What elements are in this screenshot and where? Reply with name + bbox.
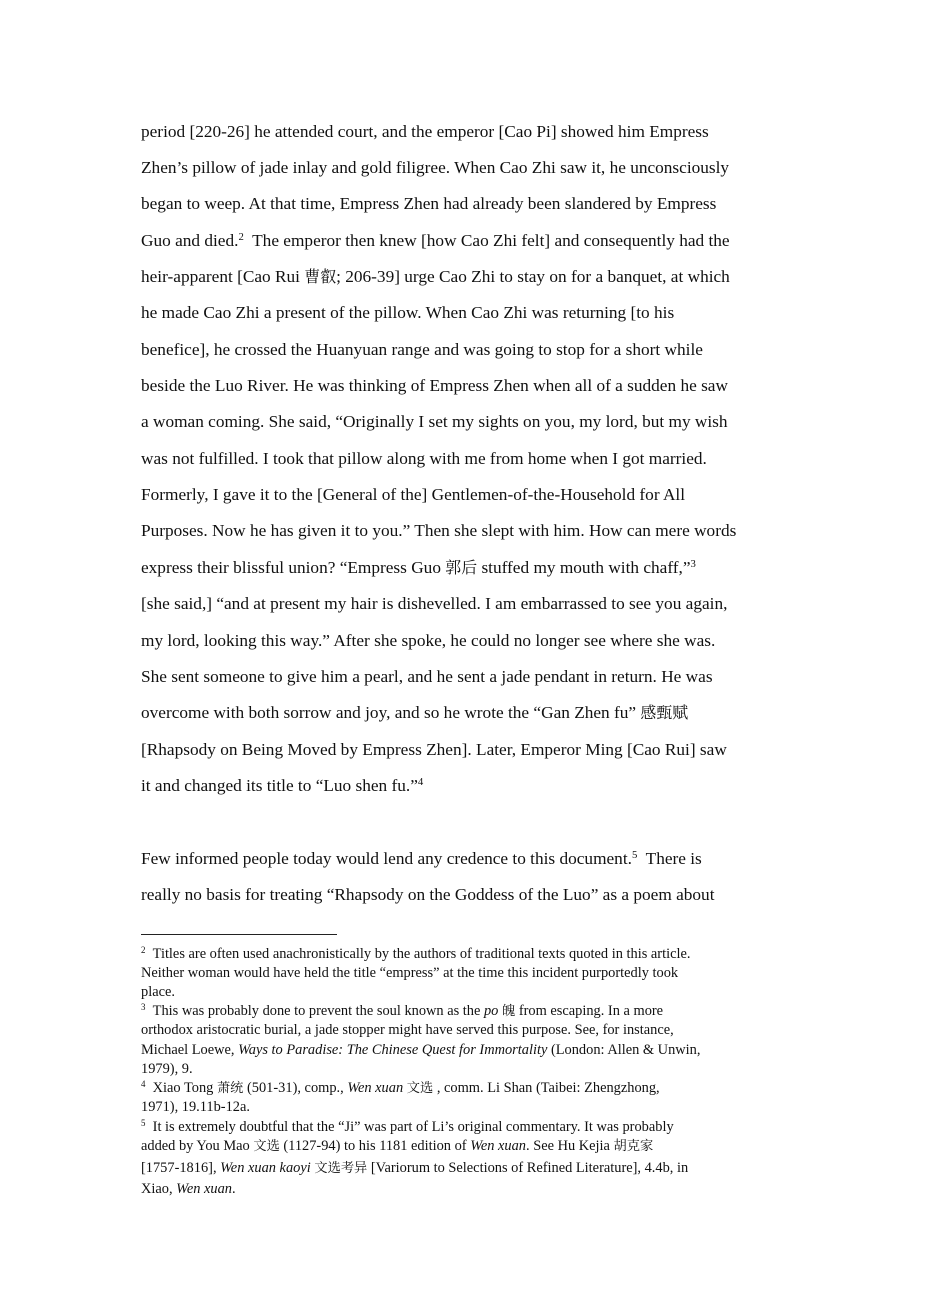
text-run: Xiao Tong [152, 1080, 217, 1096]
footnote-ref-5[interactable]: 5 [631, 849, 638, 862]
chinese-characters: 郭后 [445, 558, 478, 577]
chinese-characters: 曹叡 [304, 267, 337, 286]
chinese-characters: 感甄赋 [640, 703, 689, 722]
text-line: a woman coming. She said, “Originally I set my sights on you, my lord, but my wish [141, 412, 728, 431]
text-line [141, 267, 730, 287]
book-title: Wen xuan kaoyi [220, 1160, 311, 1176]
text-run: (1127-94) to his 1181 edition of [279, 1138, 471, 1154]
footnote-5-line [141, 1180, 236, 1198]
text-line: Purposes. Now he has given it to you.” Then she slept with him. How can mere words [141, 521, 737, 540]
chinese-characters: 胡克家 [613, 1139, 654, 1154]
text-line: my lord, looking this way.” After she spoke, he could no longer see where she was. [141, 631, 716, 650]
text-run: Few informed people today would lend any credence to this document. [141, 849, 632, 868]
footnote-marker: 3 [141, 1002, 146, 1013]
text-run: (London: Allen & Unwin, [547, 1042, 701, 1058]
text-line [141, 231, 730, 251]
text-line: was not fulfilled. I took that pillow along with me from home when I got married. [141, 449, 707, 468]
text-line: She sent someone to give him a pearl, and he sent a jade pendant in return. He was [141, 667, 713, 686]
chinese-characters: 文选 [406, 1081, 434, 1096]
footnote-ref-2[interactable]: 2 [238, 231, 244, 244]
book-title: Ways to Paradise: The Chinese Quest for Immortality [238, 1042, 548, 1058]
footnote-marker: 4 [141, 1079, 146, 1090]
text-run: This was probably done to prevent the soul known as the [152, 1003, 484, 1019]
text-run: There is [637, 849, 702, 868]
chinese-characters: 文选 [253, 1139, 280, 1154]
footnote-2-line: Neither woman would have held the title “empress” at the time this incident purportedly took [141, 965, 679, 981]
text-run: Guo and died. [141, 231, 239, 250]
text-line [141, 703, 688, 723]
text-line [141, 558, 696, 578]
text-line: [she said,] “and at present my hair is dishevelled. I am embarrassed to see you again, [141, 594, 728, 613]
footnote-4-line [141, 1079, 660, 1098]
footnote-ref-3[interactable]: 3 [690, 558, 696, 571]
chinese-characters: 魄 [501, 1004, 516, 1019]
text-line: benefice], he crossed the Huanyuan range and was going to stop for a short while [141, 340, 703, 359]
text-line: [Rhapsody on Being Moved by Empress Zhen]. Later, Emperor Ming [Cao Rui] saw [141, 740, 727, 759]
text-line: beside the Luo River. He was thinking of Empress Zhen when all of a sudden he saw [141, 376, 728, 395]
text-run: Titles are often used anachronistically by the authors of traditional texts quoted in this article. [152, 946, 691, 962]
text-run: it and changed its title to “Luo shen fu.” [141, 776, 418, 795]
text-run: It is extremely doubtful that the “Ji” was part of Li’s original commentary. It was probably [152, 1119, 674, 1135]
text-run: stuffed my mouth with chaff,” [477, 558, 691, 577]
text-line [141, 776, 423, 796]
text-run: . [232, 1181, 236, 1197]
footnote-3-line: orthodox aristocratic burial, a jade stopper might have served this purpose. See, for instance, [141, 1022, 674, 1038]
footnote-5-line [141, 1118, 674, 1136]
text-run: [Variorum to Selections of Refined Literature], 4.4b, in [367, 1160, 689, 1176]
text-run: (501-31), comp., [243, 1080, 348, 1096]
footnote-2-line: place. [141, 984, 175, 1000]
footnote-marker: 5 [141, 1118, 146, 1129]
footnote-separator [141, 934, 337, 935]
text-run: from escaping. In a more [515, 1003, 664, 1019]
text-run: heir-apparent [Cao Rui [141, 267, 305, 286]
footnote-3-line: 1979), 9. [141, 1061, 193, 1077]
text-line [141, 849, 702, 869]
book-title: Wen xuan [176, 1181, 232, 1197]
book-title: Wen xuan [470, 1138, 527, 1154]
footnote-marker: 2 [141, 945, 146, 956]
text-run: ; 206-39] urge Cao Zhi to stay on for a banquet, at which [336, 267, 730, 286]
footnote-3-line [141, 1002, 663, 1021]
footnote-ref-4[interactable]: 4 [417, 776, 424, 789]
book-title: Wen xuan [347, 1080, 404, 1096]
chinese-characters: 文选考异 [314, 1161, 368, 1176]
footnote-5-line [141, 1137, 653, 1156]
text-run: express their blissful union? “Empress Guo [141, 558, 446, 577]
footnote-5-line [141, 1159, 688, 1178]
text-line: really no basis for treating “Rhapsody on the Goddess of the Luo” as a poem about [141, 885, 715, 904]
text-run: Xiao, [141, 1181, 177, 1197]
text-run: Michael Loewe, [141, 1042, 239, 1058]
chinese-characters: 萧统 [216, 1081, 244, 1096]
text-line: Formerly, I gave it to the [General of the] Gentlemen-of-the-Household for All [141, 485, 686, 504]
text-run: The emperor then knew [how Cao Zhi felt] and consequently had the [243, 231, 730, 250]
text-run: , comm. Li Shan (Taibei: Zhengzhong, [433, 1080, 660, 1096]
footnote-3-line [141, 1041, 700, 1059]
text-run: [1757-1816], [141, 1160, 221, 1176]
footnote-2-line [141, 945, 690, 963]
text-run: added by You Mao [141, 1138, 254, 1154]
text-line: he made Cao Zhi a present of the pillow. When Cao Zhi was returning [to his [141, 303, 675, 322]
text-run: overcome with both sorrow and joy, and so he wrote the “Gan Zhen fu” [141, 703, 641, 722]
italic-term: po [483, 1003, 499, 1019]
text-line: period [220-26] he attended court, and the emperor [Cao Pi] showed him Empress [141, 122, 709, 141]
footnote-4-line: 1971), 19.11b-12a. [141, 1099, 250, 1115]
text-line: Zhen’s pillow of jade inlay and gold filigree. When Cao Zhi saw it, he unconsciously [141, 158, 730, 177]
text-run: . See Hu Kejia [526, 1138, 614, 1154]
text-line: began to weep. At that time, Empress Zhen had already been slandered by Empress [141, 194, 717, 213]
